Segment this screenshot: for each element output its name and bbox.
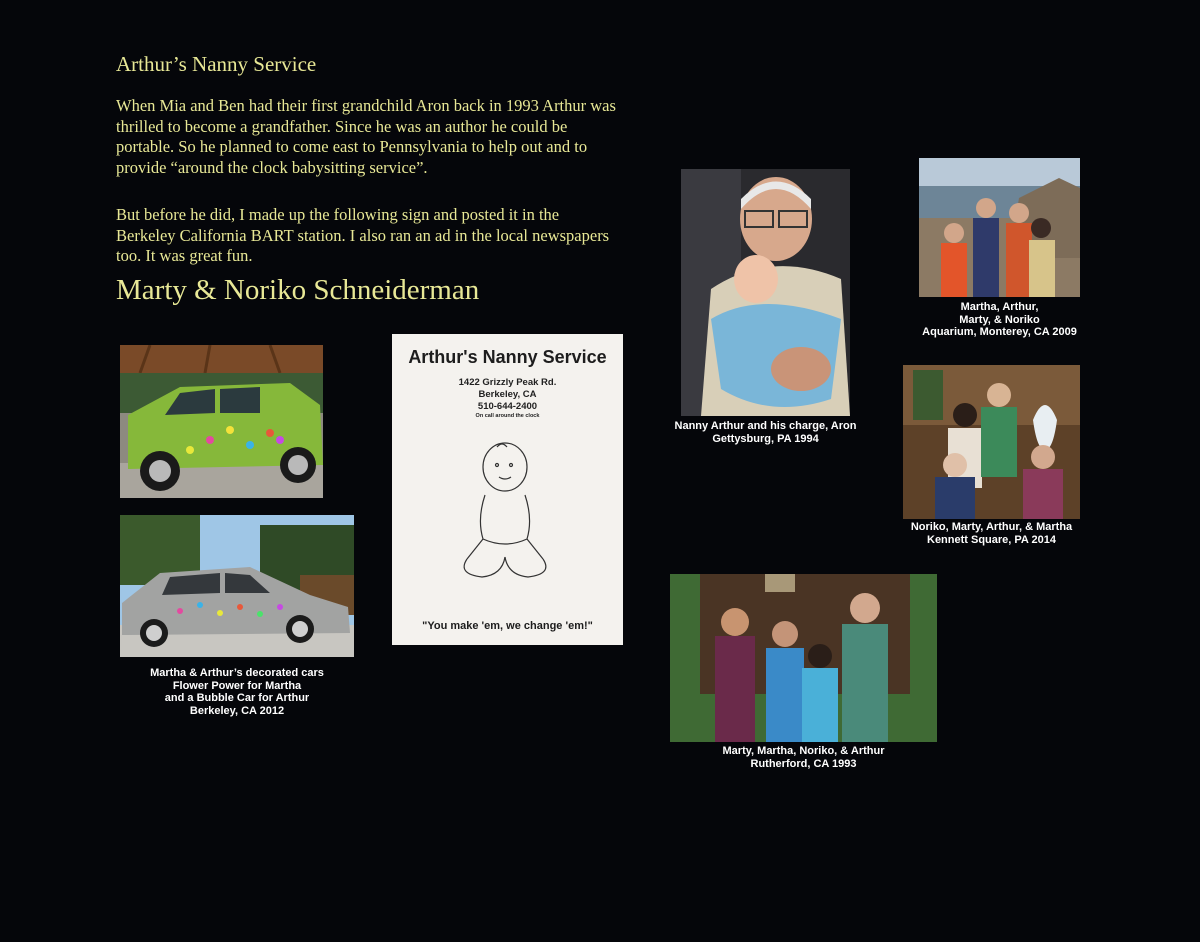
- green-car-photo: [120, 345, 323, 498]
- sign-address: 1422 Grizzly Peak Rd.: [458, 377, 557, 388]
- intro-paragraph: When Mia and Ben had their first grandchild Aron back in 1993 Arthur was thrilled to become a grandfather. Since he was an author he could be portable. So he planned to come east to Pennsylvania to help out and to provide “around the clock babysitting service”.: [116, 96, 616, 177]
- nanny-arthur-photo: [681, 169, 850, 416]
- kennett-square-photo: [903, 365, 1080, 519]
- rutherford-caption: Marty, Martha, Noriko, & Arthur Rutherford, CA 1993: [722, 745, 885, 770]
- rutherford-photo: [670, 574, 937, 742]
- baby-drawing: [447, 439, 567, 589]
- sign-title: Arthur's Nanny Service: [408, 347, 607, 367]
- signature: Marty & Noriko Schneiderman: [116, 274, 480, 306]
- nanny-service-sign: [392, 334, 623, 645]
- cars-caption: Martha & Arthur’s decorated cars Flower Power for Martha and a Bubble Car for Arthur Berkeley, CA 2012: [150, 667, 324, 717]
- sign-paragraph: But before he did, I made up the following sign and posted it in the Berkeley California BART station. I also ran an ad in the local newspapers too. It was great fun.: [116, 205, 610, 265]
- sign-note: On call around the clock: [475, 413, 540, 419]
- aquarium-caption: Martha, Arthur, Marty, & Noriko Aquarium, Monterey, CA 2009: [922, 301, 1077, 338]
- kennett-caption: Noriko, Marty, Arthur, & Martha Kennett Square, PA 2014: [910, 521, 1073, 546]
- sign-slogan: "You make 'em, we change 'em!": [422, 620, 593, 632]
- page-title: Arthur’s Nanny Service: [116, 52, 317, 76]
- sign-city: Berkeley, CA: [478, 389, 537, 400]
- aquarium-photo: [919, 158, 1080, 297]
- silver-car-photo: [120, 515, 354, 657]
- nanny-caption: Nanny Arthur and his charge, Aron Gettysburg, PA 1994: [674, 420, 857, 445]
- sign-phone: 510-644-2400: [477, 401, 538, 412]
